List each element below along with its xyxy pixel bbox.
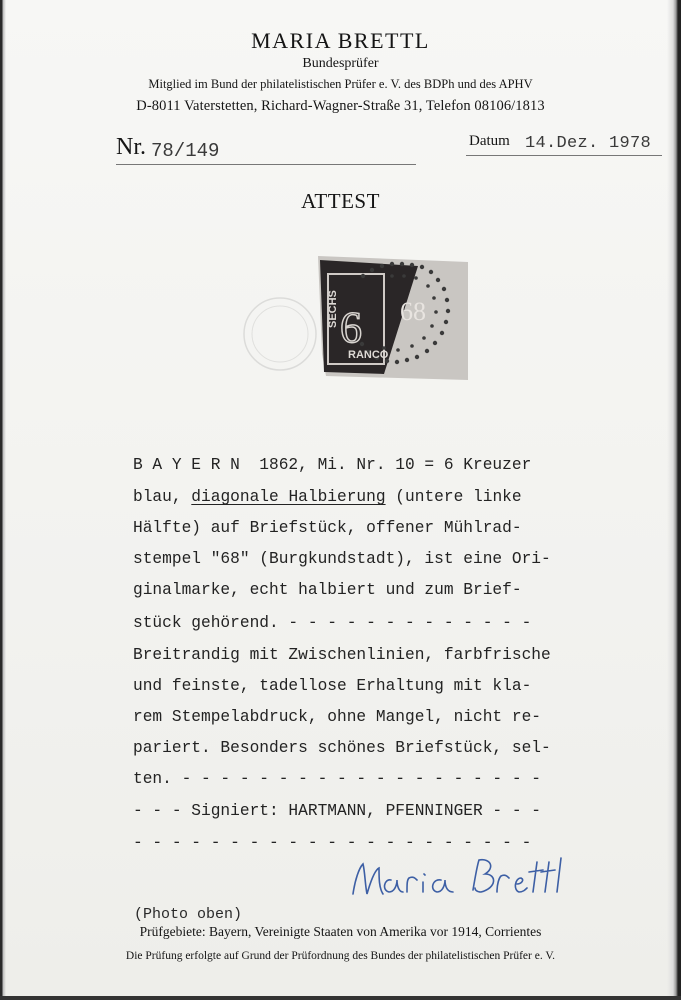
stamp-photo-area [232,254,482,394]
examination-areas: Prüfgebiete: Bayern, Vereinigte Staaten von Amerika vor 1914, Corrientes [139,924,542,939]
body-line-2-start: blau, [133,488,192,506]
examiner-role: Bundesprüfer [302,56,379,71]
underlined-phrase: diagonale Halbierung [191,488,386,506]
body-line-9: rem Stempelabdruck, ohne Mangel, nicht re- [133,708,541,726]
stamp-left-text: SECHS [327,290,339,328]
photo-note: (Photo oben) [134,906,243,923]
bottom-edge-shadow [0,996,681,1000]
footer-note: Die Prüfung erfolgte auf Grund der Prüfordnung des Bundes der philatelistischen Prüfer e. V. [125,950,556,962]
body-line-12: - - - Signiert: HARTMANN, PFENNINGER - - - [133,802,541,820]
address-line: D-8011 Vaterstetten, Richard-Wagner-Straße 31, Telefon 08106/1813 [136,98,545,114]
body-line-5: ginalmarke, echt halbiert und zum Brief- [133,581,522,599]
handwritten-signature [345,850,575,906]
body-line-1: B A Y E R N 1862, Mi. Nr. 10 = 6 Kreuzer [133,456,532,474]
body-line-2-end: (untere linke [385,488,522,506]
membership-line: Mitglied im Bund der philatelistischen Prüfer e. V. des BDPh und des APHV [148,77,533,91]
body-line-4: stempel "68" (Burgkundstadt), ist eine Ori- [133,550,551,568]
body-line-7: Breitrandig mit Zwischenlinien, farbfrische [133,646,551,664]
body-line-6: stück gehörend. - - - - - - - - - - - - - [133,614,532,632]
examiner-name: MARIA BRETTL [251,28,430,53]
stamp-bottom-text: RANCO [348,349,389,361]
date-rule [466,155,662,156]
body-line-3: Hälfte) auf Briefstück, offener Mühlrad- [133,519,522,537]
document-title: ATTEST [301,189,380,213]
stamp-numeral: 6 [340,303,362,352]
left-edge-shadow [0,0,6,1000]
number-label: Nr. [116,134,146,160]
body-line-10: pariert. Besonders schönes Briefstück, sel- [133,739,551,757]
stamp-photo [232,254,482,394]
emboss-seal [244,298,316,370]
number-rule [116,164,416,165]
date-value: 14.Dez. 1978 [525,134,652,153]
body-line-11: ten. - - - - - - - - - - - - - - - - - - - [133,770,541,788]
body-line-2 [133,488,522,506]
body-line-13: - - - - - - - - - - - - - - - - - - - - - [133,834,532,852]
date-label: Datum [469,133,510,149]
right-edge-shadow [667,0,681,1000]
cancel-number: 68 [400,297,426,326]
number-value: 78/149 [151,140,220,162]
body-line-8: und feinste, tadellose Erhaltung mit kla- [133,677,532,695]
